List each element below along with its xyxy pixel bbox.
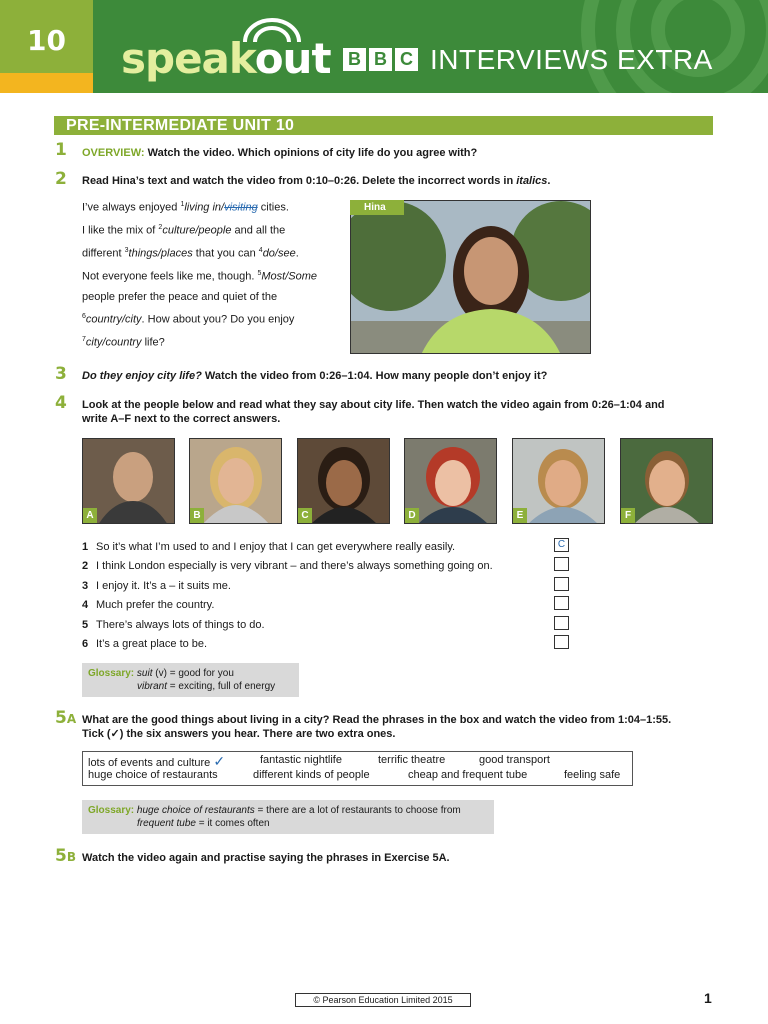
phrase-item[interactable]: lots of events and culture ✓ [88, 753, 226, 769]
glossary-box-5a: Glossary: huge choice of restaurants = there are a lot of restaurants to choose from frequent tube = it comes often [82, 800, 494, 834]
exercise-4-line-1: Look at the people below and read what they say about city life. Then watch the video again from 0:26–1:04 and [82, 399, 665, 411]
exercise-2-instruction [82, 174, 550, 188]
exercise-5b-number: 5B [55, 846, 76, 866]
person-photo-a [82, 438, 175, 524]
phrase-item[interactable]: feeling safe [564, 769, 621, 781]
exercise-3-italic: Do they enjoy city life? [82, 370, 202, 382]
glossary-label: Glossary: [88, 805, 135, 816]
page-number: 1 [704, 990, 712, 1006]
statement-3: 3 I enjoy it. It’s a – it suits me. [82, 580, 231, 592]
bbc-letter: B [369, 48, 392, 71]
hina-line-5: people prefer the peace and quiet of the [82, 290, 278, 303]
phrase-box [82, 751, 633, 786]
statement-5: 5 There’s always lots of things to do. [82, 619, 265, 631]
person-label: B [190, 508, 204, 523]
phrase-item[interactable]: different kinds of people [253, 769, 370, 781]
answer-box-2[interactable] [554, 557, 569, 571]
unit-strip [0, 73, 93, 93]
phrase-item[interactable]: cheap and frequent tube [408, 769, 528, 781]
person-label: E [513, 508, 527, 523]
bbc-logo [343, 48, 418, 71]
logo-speak: speak [121, 34, 255, 83]
hina-line-1: I’ve always enjoyed $^1$living in/visiting cities. [82, 201, 289, 214]
exercise-2-text-end: . [547, 175, 551, 187]
exercise-5a-instruction [82, 713, 722, 741]
person-photo-d [404, 438, 497, 524]
hina-text [82, 195, 352, 353]
person-label: C [298, 508, 312, 523]
glossary-label: Glossary: [88, 668, 135, 679]
statement-2: 2 I think London especially is very vibrant – and there’s always something going on. [82, 560, 493, 572]
statement-6: 6 It’s a great place to be. [82, 638, 208, 650]
hina-label: Hina [350, 200, 404, 215]
phrase-item[interactable]: fantastic nightlife [260, 754, 342, 766]
person-photo-c [297, 438, 390, 524]
check-icon: ✓ [213, 753, 226, 769]
phrase-item[interactable]: terrific theatre [378, 754, 446, 766]
statement-1: 1 So it’s what I’m used to and I enjoy that I can get everywhere really easily. [82, 541, 456, 553]
exercise-4-line-2: write A–F next to the correct answers. [82, 413, 281, 425]
exercise-1-text: Watch the video. Which opinions of city life do you agree with? [147, 147, 478, 159]
exercise-2-text: Read Hina’s text and watch the video from 0:10–0:26. Delete the incorrect words in [82, 175, 517, 187]
exercise-5b-instruction: Watch the video again and practise saying the phrases in Exercise 5A. [82, 852, 450, 864]
bbc-letter: C [395, 48, 418, 71]
answer-box-4[interactable] [554, 596, 569, 610]
answer-box-6[interactable] [554, 635, 569, 649]
glossary-box-4: Glossary: suit (v) = good for you vibrant = exciting, full of energy [82, 663, 299, 697]
hina-line-2: I like the mix of $^2$culture/people and all the [82, 224, 286, 237]
logo-out: out [254, 34, 331, 83]
speakout-logo [121, 34, 331, 83]
exercise-1-number: 1 [55, 140, 67, 160]
unit-number: 10 [27, 24, 66, 57]
person-label: F [621, 508, 635, 523]
exercise-3-instruction [82, 369, 547, 383]
copyright-footer: © Pearson Education Limited 2015 [295, 993, 471, 1007]
hina-photo-illustration [351, 201, 591, 354]
statement-4: 4 Much prefer the country. [82, 599, 215, 611]
exercise-5a-line-2: Tick (✓) the six answers you hear. There are two extra ones. [82, 728, 396, 740]
people-photos [82, 438, 714, 524]
answer-box-1[interactable]: C [554, 538, 569, 552]
hina-line-4: Not everyone feels like me, though. $^5$Most/Some [82, 270, 318, 284]
unit-number-box [0, 0, 93, 73]
overview-label: OVERVIEW: [82, 147, 145, 159]
exercise-5a-line-1: What are the good things about living in a city? Read the phrases in the box and watch the video from 1:04–1:55. [82, 714, 672, 726]
hina-photo [350, 200, 591, 354]
person-label: A [83, 508, 97, 523]
exercise-1-instruction [82, 146, 477, 160]
hina-line-6: $^6$country/city. How about you? Do you enjoy [82, 313, 295, 326]
answer-box-5[interactable] [554, 616, 569, 630]
answer-box-3[interactable] [554, 577, 569, 591]
header-title: INTERVIEWS EXTRA [430, 44, 713, 75]
exercise-3-text: Watch the video from 0:26–1:04. How many people don’t enjoy it? [201, 370, 548, 382]
phrase-item[interactable]: huge choice of restaurants [88, 769, 218, 781]
section-title: PRE-INTERMEDIATE UNIT 10 [54, 116, 713, 135]
exercise-4-instruction [82, 398, 722, 426]
person-photo-e [512, 438, 605, 524]
hina-line-7: $^7$city/country life? [82, 336, 165, 349]
exercise-4-number: 4 [55, 393, 67, 413]
phrase-item[interactable]: good transport [479, 754, 550, 766]
person-label: D [405, 508, 419, 523]
exercise-3-number: 3 [55, 364, 67, 384]
header-banner [0, 0, 768, 93]
exercise-2-number: 2 [55, 169, 67, 189]
struck-word: visiting [224, 201, 258, 214]
bbc-letter: B [343, 48, 366, 71]
person-photo-b [189, 438, 282, 524]
exercise-5a-number: 5A [55, 708, 77, 728]
exercise-2-italic: italics [516, 175, 548, 187]
person-photo-f [620, 438, 713, 524]
hina-line-3: different $^3$things/places that you can $^4$do/see. [82, 247, 299, 260]
